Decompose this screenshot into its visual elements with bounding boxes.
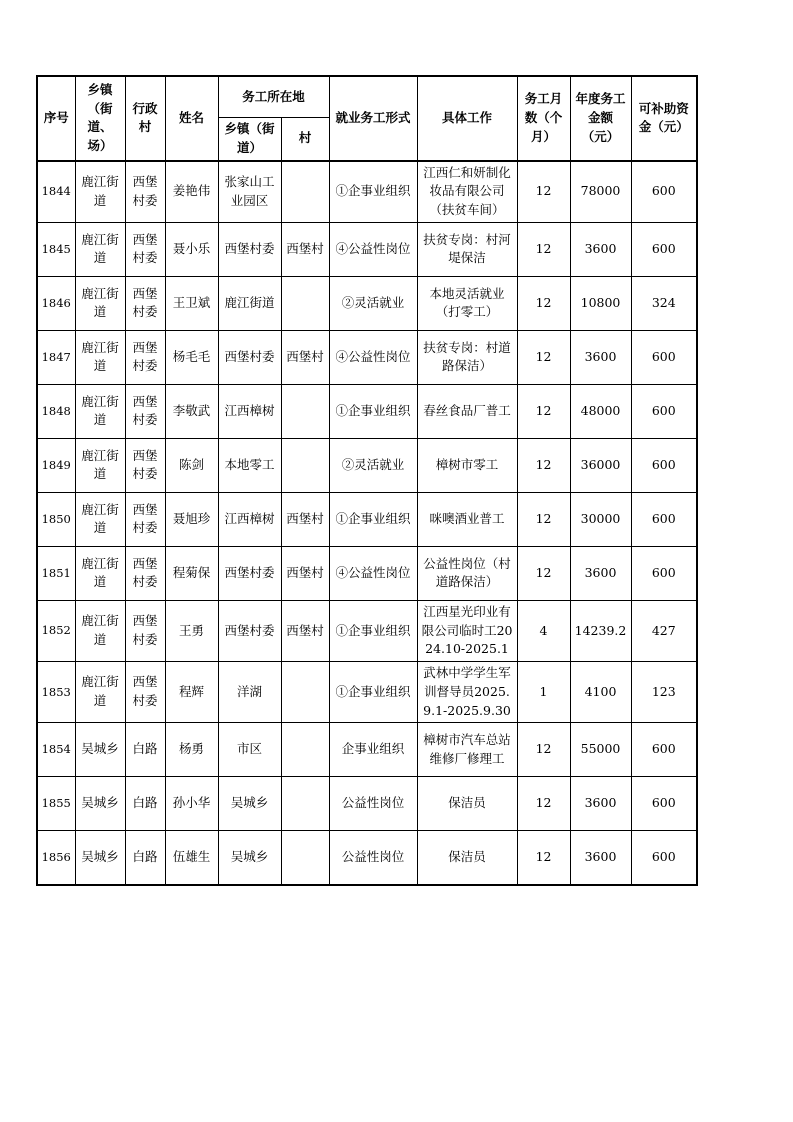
cell-subsidy: 600: [631, 723, 697, 777]
cell-subsidy: 600: [631, 831, 697, 885]
employment-subsidy-table: [36, 75, 698, 886]
cell-employment_type: ①企事业组织: [329, 492, 417, 546]
table-header: [37, 76, 697, 161]
cell-name: 聂小乐: [165, 222, 218, 276]
cell-annual_amount: 78000: [570, 161, 631, 223]
cell-employment_type: ①企事业组织: [329, 662, 417, 723]
cell-annual_amount: 48000: [570, 384, 631, 438]
cell-annual_amount: 55000: [570, 723, 631, 777]
header-serial: 序号: [37, 76, 75, 161]
cell-work_village: 西堡村: [281, 492, 329, 546]
cell-town: 鹿江街道: [75, 276, 125, 330]
cell-village: 西堡村委: [125, 330, 165, 384]
cell-name: 伍雄生: [165, 831, 218, 885]
cell-no: 1852: [37, 600, 75, 661]
cell-village: 白路: [125, 723, 165, 777]
cell-months: 12: [517, 330, 570, 384]
cell-town: 鹿江街道: [75, 438, 125, 492]
cell-subsidy: 324: [631, 276, 697, 330]
cell-work_village: 西堡村: [281, 546, 329, 600]
cell-employment_type: ①企事业组织: [329, 600, 417, 661]
cell-work_village: 西堡村: [281, 330, 329, 384]
table-row: [37, 723, 697, 777]
cell-no: 1851: [37, 546, 75, 600]
header-row-top: [37, 76, 697, 118]
cell-work_village: 西堡村: [281, 222, 329, 276]
header-work-village: 村: [281, 118, 329, 161]
cell-name: 李敬武: [165, 384, 218, 438]
cell-months: 12: [517, 831, 570, 885]
cell-village: 白路: [125, 831, 165, 885]
cell-no: 1850: [37, 492, 75, 546]
table-row: [37, 777, 697, 831]
table-row: [37, 662, 697, 723]
cell-name: 程菊保: [165, 546, 218, 600]
cell-job: 江西星光印业有限公司临时工2024.10-2025.1: [417, 600, 517, 661]
cell-annual_amount: 3600: [570, 546, 631, 600]
cell-town: 鹿江街道: [75, 222, 125, 276]
cell-subsidy: 600: [631, 777, 697, 831]
header-months: 务工月数（个月）: [517, 76, 570, 161]
cell-name: 聂旭珍: [165, 492, 218, 546]
cell-town: 鹿江街道: [75, 161, 125, 223]
cell-job: 春丝食品厂普工: [417, 384, 517, 438]
cell-town: 鹿江街道: [75, 492, 125, 546]
cell-name: 王勇: [165, 600, 218, 661]
cell-months: 12: [517, 222, 570, 276]
cell-job: 咪噢酒业普工: [417, 492, 517, 546]
cell-no: 1856: [37, 831, 75, 885]
cell-town: 鹿江街道: [75, 384, 125, 438]
cell-town: 吴城乡: [75, 831, 125, 885]
cell-annual_amount: 4100: [570, 662, 631, 723]
cell-employment_type: ④公益性岗位: [329, 330, 417, 384]
cell-subsidy: 600: [631, 438, 697, 492]
cell-work_town: 西堡村委: [218, 600, 281, 661]
cell-job: 扶贫专岗：村河堤保洁: [417, 222, 517, 276]
cell-annual_amount: 10800: [570, 276, 631, 330]
cell-employment_type: 企事业组织: [329, 723, 417, 777]
table-row: [37, 438, 697, 492]
cell-job: 保洁员: [417, 777, 517, 831]
cell-work_town: 洋湖: [218, 662, 281, 723]
table-row: [37, 492, 697, 546]
cell-work_town: 西堡村委: [218, 330, 281, 384]
cell-months: 12: [517, 492, 570, 546]
cell-months: 1: [517, 662, 570, 723]
cell-no: 1846: [37, 276, 75, 330]
cell-subsidy: 427: [631, 600, 697, 661]
cell-work_village: [281, 161, 329, 223]
cell-village: 西堡村委: [125, 662, 165, 723]
cell-name: 杨毛毛: [165, 330, 218, 384]
cell-months: 12: [517, 546, 570, 600]
cell-name: 程辉: [165, 662, 218, 723]
cell-months: 12: [517, 161, 570, 223]
cell-name: 孙小华: [165, 777, 218, 831]
cell-annual_amount: 14239.2: [570, 600, 631, 661]
cell-work_village: [281, 662, 329, 723]
cell-employment_type: ④公益性岗位: [329, 546, 417, 600]
cell-annual_amount: 3600: [570, 831, 631, 885]
cell-subsidy: 600: [631, 330, 697, 384]
cell-no: 1849: [37, 438, 75, 492]
cell-subsidy: 600: [631, 492, 697, 546]
cell-months: 12: [517, 438, 570, 492]
cell-village: 西堡村委: [125, 384, 165, 438]
cell-annual_amount: 30000: [570, 492, 631, 546]
cell-no: 1853: [37, 662, 75, 723]
cell-subsidy: 600: [631, 546, 697, 600]
cell-work_village: [281, 831, 329, 885]
cell-employment_type: 公益性岗位: [329, 777, 417, 831]
header-town: 乡镇（街道、场）: [75, 76, 125, 161]
cell-village: 西堡村委: [125, 222, 165, 276]
cell-village: 西堡村委: [125, 492, 165, 546]
cell-town: 鹿江街道: [75, 546, 125, 600]
cell-no: 1854: [37, 723, 75, 777]
cell-town: 吴城乡: [75, 777, 125, 831]
cell-town: 吴城乡: [75, 723, 125, 777]
cell-subsidy: 600: [631, 384, 697, 438]
cell-name: 陈剑: [165, 438, 218, 492]
table-row: [37, 222, 697, 276]
cell-annual_amount: 3600: [570, 777, 631, 831]
cell-no: 1844: [37, 161, 75, 223]
cell-no: 1848: [37, 384, 75, 438]
cell-village: 西堡村委: [125, 438, 165, 492]
cell-job: 扶贫专岗：村道路保洁）: [417, 330, 517, 384]
cell-no: 1845: [37, 222, 75, 276]
cell-months: 12: [517, 723, 570, 777]
table-row: [37, 330, 697, 384]
cell-village: 西堡村委: [125, 276, 165, 330]
cell-subsidy: 600: [631, 161, 697, 223]
cell-work_town: 江西樟树: [218, 492, 281, 546]
cell-work_village: [281, 438, 329, 492]
cell-subsidy: 123: [631, 662, 697, 723]
cell-name: 王卫斌: [165, 276, 218, 330]
cell-job: 樟树市零工: [417, 438, 517, 492]
header-name: 姓名: [165, 76, 218, 161]
cell-job: 江西仁和妍制化妆品有限公司（扶贫车间）: [417, 161, 517, 223]
table-row: [37, 831, 697, 885]
cell-village: 西堡村委: [125, 600, 165, 661]
cell-name: 杨勇: [165, 723, 218, 777]
cell-work_town: 鹿江街道: [218, 276, 281, 330]
cell-work_town: 市区: [218, 723, 281, 777]
cell-work_village: [281, 276, 329, 330]
cell-employment_type: 公益性岗位: [329, 831, 417, 885]
cell-employment_type: ②灵活就业: [329, 276, 417, 330]
table-row: [37, 276, 697, 330]
cell-work_town: 吴城乡: [218, 777, 281, 831]
cell-employment_type: ①企事业组织: [329, 161, 417, 223]
table-row: [37, 600, 697, 661]
header-admin-village: 行政村: [125, 76, 165, 161]
cell-work_town: 西堡村委: [218, 546, 281, 600]
cell-annual_amount: 3600: [570, 222, 631, 276]
cell-employment_type: ①企事业组织: [329, 384, 417, 438]
cell-work_town: 江西樟树: [218, 384, 281, 438]
cell-job: 保洁员: [417, 831, 517, 885]
table-row: [37, 384, 697, 438]
cell-employment_type: ②灵活就业: [329, 438, 417, 492]
cell-work_village: [281, 777, 329, 831]
cell-job: 武林中学学生军训督导员2025.9.1-2025.9.30: [417, 662, 517, 723]
header-work-town: 乡镇（街道）: [218, 118, 281, 161]
header-employment-type: 就业务工形式: [329, 76, 417, 161]
cell-town: 鹿江街道: [75, 600, 125, 661]
table-row: [37, 546, 697, 600]
cell-subsidy: 600: [631, 222, 697, 276]
header-job-detail: 具体工作: [417, 76, 517, 161]
cell-name: 姜艳伟: [165, 161, 218, 223]
table-body: [37, 161, 697, 885]
cell-employment_type: ④公益性岗位: [329, 222, 417, 276]
cell-months: 12: [517, 384, 570, 438]
cell-months: 4: [517, 600, 570, 661]
cell-work_town: 西堡村委: [218, 222, 281, 276]
cell-work_village: [281, 384, 329, 438]
cell-village: 白路: [125, 777, 165, 831]
cell-village: 西堡村委: [125, 161, 165, 223]
cell-work_town: 本地零工: [218, 438, 281, 492]
cell-job: 樟树市汽车总站维修厂修理工: [417, 723, 517, 777]
header-annual-amount: 年度务工金额（元）: [570, 76, 631, 161]
cell-months: 12: [517, 777, 570, 831]
cell-job: 本地灵活就业（打零工）: [417, 276, 517, 330]
cell-work_village: [281, 723, 329, 777]
cell-town: 鹿江街道: [75, 330, 125, 384]
table-row: [37, 161, 697, 223]
cell-no: 1855: [37, 777, 75, 831]
cell-annual_amount: 36000: [570, 438, 631, 492]
cell-annual_amount: 3600: [570, 330, 631, 384]
cell-job: 公益性岗位（村道路保洁）: [417, 546, 517, 600]
cell-village: 西堡村委: [125, 546, 165, 600]
cell-no: 1847: [37, 330, 75, 384]
header-subsidy: 可补助资金（元）: [631, 76, 697, 161]
cell-work_town: 张家山工业园区: [218, 161, 281, 223]
header-work-location-group: 务工所在地: [218, 76, 329, 118]
cell-work_village: 西堡村: [281, 600, 329, 661]
cell-work_town: 吴城乡: [218, 831, 281, 885]
cell-months: 12: [517, 276, 570, 330]
cell-town: 鹿江街道: [75, 662, 125, 723]
